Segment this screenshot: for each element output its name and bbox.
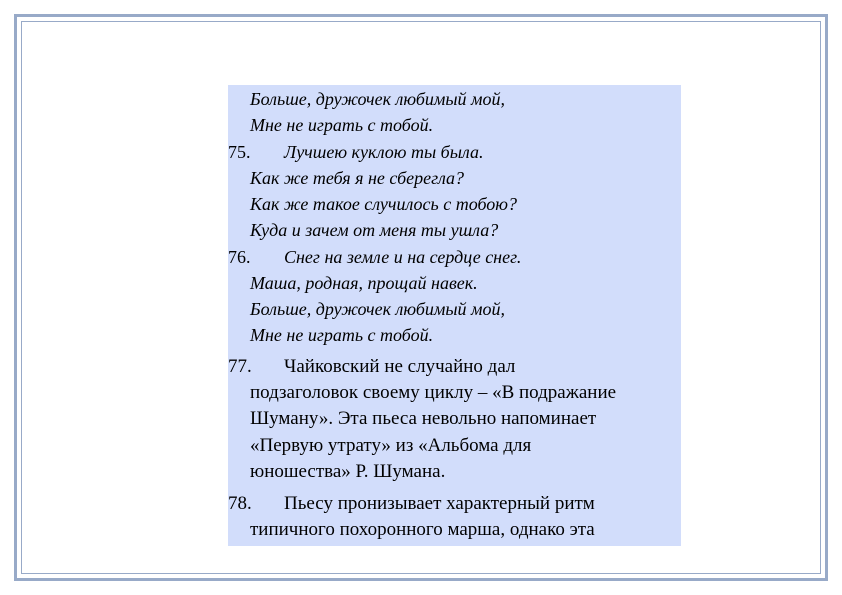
text-line (228, 89, 505, 110)
line-text: Как же такое случилось с тобою? (250, 194, 517, 214)
line-number: 76. (228, 247, 251, 267)
text-line (228, 435, 531, 457)
text-line (228, 220, 498, 241)
line-text: Больше, дружочек любимый мой, (250, 89, 506, 109)
line-text: Куда и зачем от меня ты ушла? (250, 220, 499, 240)
text-line (228, 325, 433, 346)
text-line (228, 356, 515, 378)
line-number: 78. (228, 493, 252, 514)
line-number: 75. (228, 142, 251, 162)
line-number: 77. (228, 356, 252, 377)
line-text: Больше, дружочек любимый мой, (250, 299, 506, 319)
text-line (228, 142, 484, 163)
line-text: Мне не играть с тобой. (250, 115, 434, 135)
line-text: Чайковский не случайно дал (284, 356, 516, 377)
line-text: Мне не играть с тобой. (250, 325, 434, 345)
text-line (228, 168, 464, 189)
text-line (228, 194, 517, 215)
text-line (228, 382, 616, 404)
text-line (228, 461, 445, 483)
line-text: «Первую утрату» из «Альбома для (250, 435, 532, 456)
line-text: юношества» Р. Шумана. (250, 461, 446, 482)
line-text: Шуману». Эта пьеса невольно напоминает (250, 408, 597, 429)
line-text: Как же тебя я не сберегла? (250, 168, 465, 188)
text-line (228, 115, 433, 136)
text-line (228, 519, 595, 541)
text-line (228, 408, 596, 430)
line-text: Снег на земле и на сердце снег. (284, 247, 522, 267)
text-line (228, 493, 595, 515)
line-text: Пьесу пронизывает характерный ритм (284, 493, 595, 514)
text-line (228, 299, 505, 320)
line-text: Лучшею куклою ты была. (284, 142, 484, 162)
text-line (228, 273, 478, 294)
line-text: типичного похоронного марша, однако эта (250, 519, 595, 540)
text-block (228, 85, 681, 546)
text-line (228, 247, 521, 268)
line-text: Маша, родная, прощай навек. (250, 273, 478, 293)
line-text: подзаголовок своему циклу – «В подражание (250, 382, 617, 403)
